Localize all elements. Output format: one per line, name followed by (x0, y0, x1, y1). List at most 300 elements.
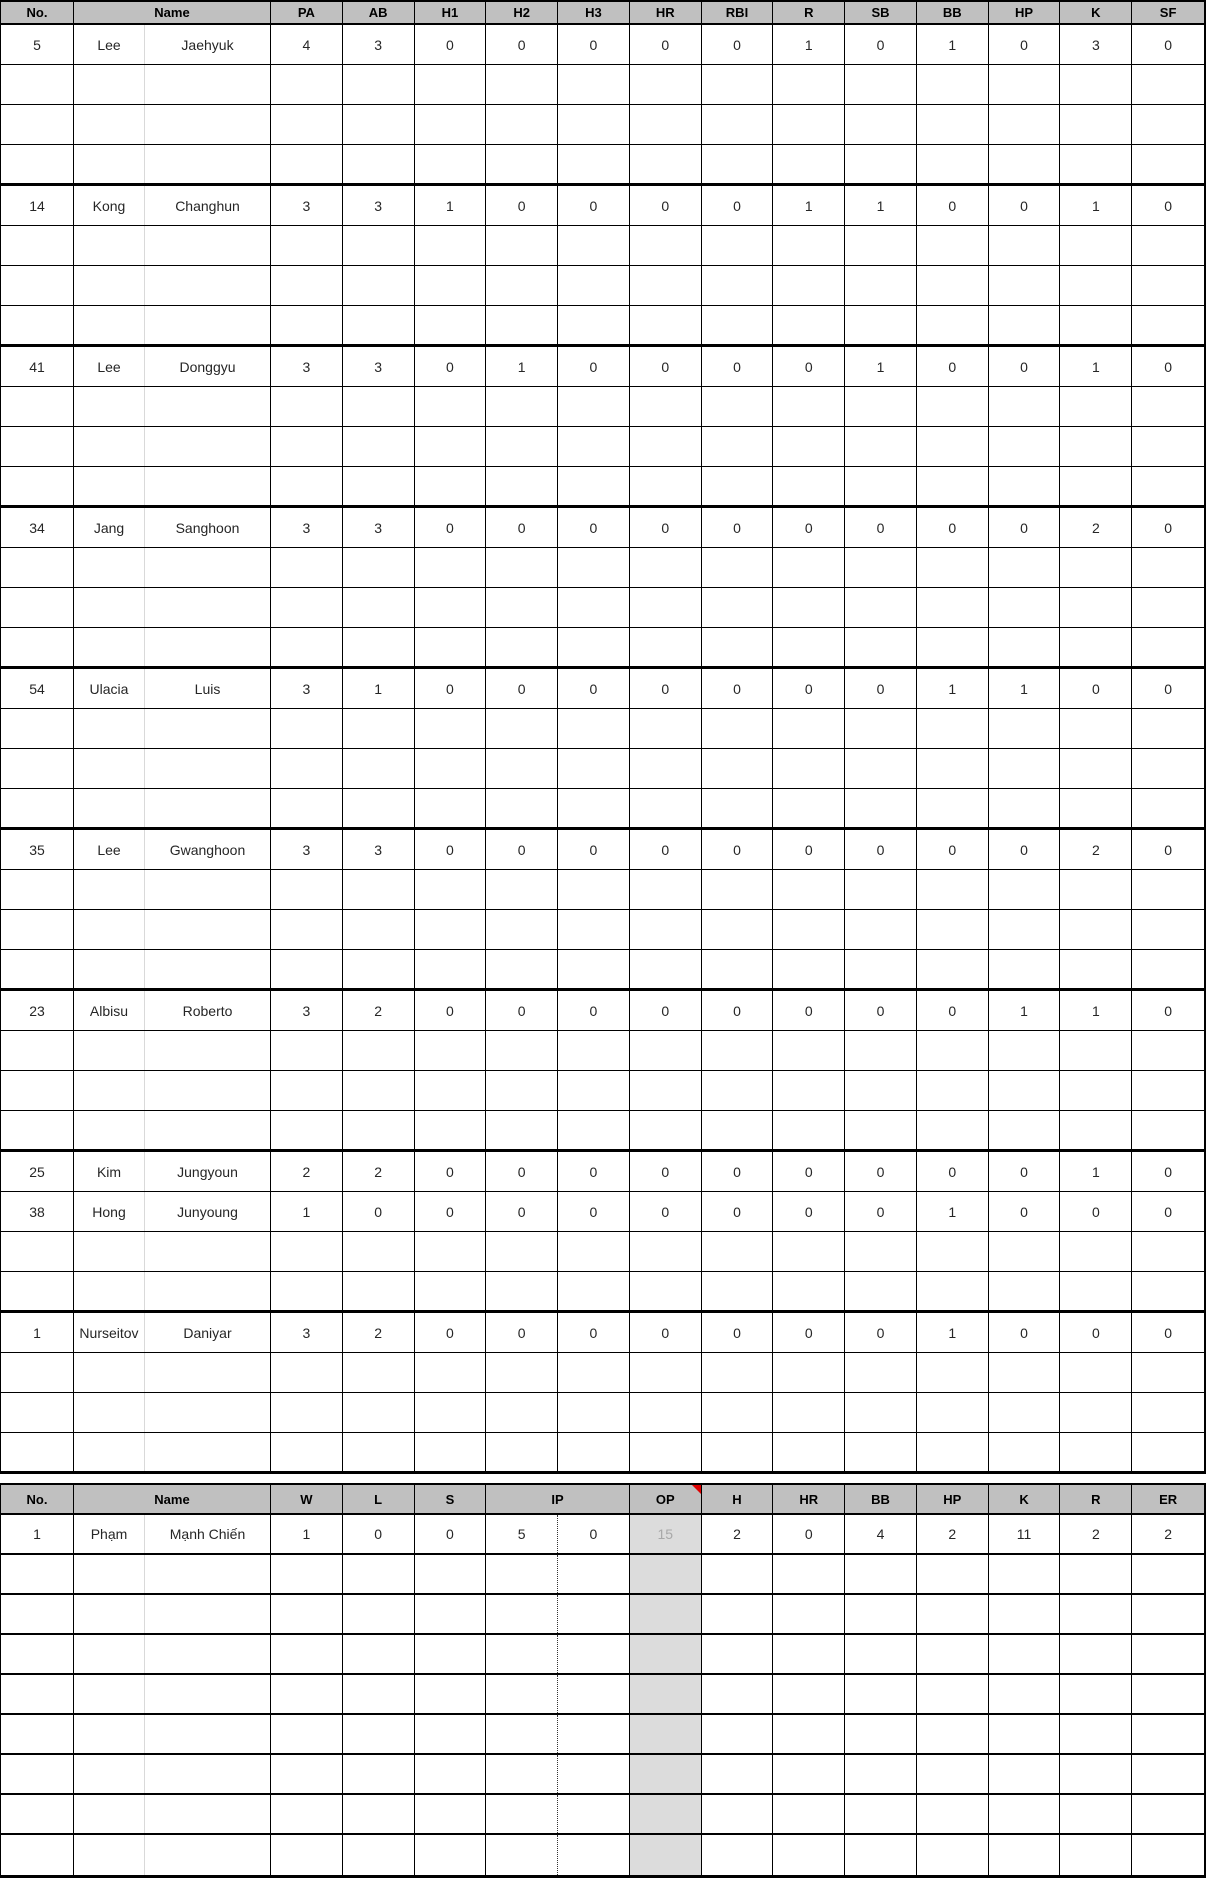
cell-sb[interactable] (845, 1111, 917, 1149)
cell-hr[interactable] (630, 1433, 702, 1471)
cell-no[interactable] (1, 870, 74, 909)
cell-given-name[interactable]: Roberto (145, 991, 271, 1030)
cell-sf[interactable] (1132, 789, 1204, 827)
cell-sf[interactable] (1132, 628, 1204, 666)
cell-er[interactable] (1132, 1635, 1204, 1673)
cell-no[interactable]: 34 (1, 508, 74, 547)
cell-sb[interactable] (845, 628, 917, 666)
cell-h1[interactable] (415, 548, 487, 587)
cell-no[interactable] (1, 950, 74, 988)
cell-no[interactable]: 41 (1, 347, 74, 386)
cell-ab[interactable] (343, 1393, 415, 1432)
cell-rbi[interactable] (702, 870, 774, 909)
cell-sf[interactable] (1132, 950, 1204, 988)
cell-pa[interactable] (271, 789, 343, 827)
cell-r[interactable]: 0 (773, 1192, 845, 1231)
cell-hr[interactable] (773, 1755, 845, 1793)
cell-h2[interactable] (486, 145, 558, 183)
cell-h2[interactable] (486, 709, 558, 748)
cell-h1[interactable]: 0 (415, 830, 487, 869)
cell-bb[interactable]: 0 (917, 830, 989, 869)
cell-bb[interactable] (917, 910, 989, 949)
cell-given-name[interactable] (145, 1595, 271, 1633)
cell-k[interactable] (1060, 105, 1132, 144)
cell-sb[interactable]: 0 (845, 25, 917, 64)
cell-hr[interactable] (773, 1555, 845, 1593)
cell-sb[interactable] (845, 950, 917, 988)
cell-sf[interactable]: 0 (1164, 841, 1172, 858)
cell-r[interactable] (773, 467, 845, 505)
cell-hr[interactable] (630, 306, 702, 344)
cell-hp[interactable] (917, 1835, 989, 1875)
cell-l[interactable] (343, 1595, 415, 1633)
cell-rbi[interactable] (702, 1071, 774, 1110)
cell-h3[interactable] (558, 1232, 630, 1271)
cell-no[interactable] (1, 1232, 74, 1271)
cell-rbi[interactable] (702, 1272, 774, 1310)
cell-h3[interactable]: 0 (558, 991, 630, 1030)
cell-bb[interactable] (917, 387, 989, 426)
cell-s[interactable] (415, 1835, 487, 1875)
cell-h2[interactable] (486, 588, 558, 627)
cell-sb[interactable] (845, 226, 917, 265)
cell-hr[interactable] (773, 1635, 845, 1673)
cell-h2[interactable] (486, 387, 558, 426)
cell-given-name[interactable] (145, 226, 271, 265)
cell-bb[interactable]: 0 (917, 508, 989, 547)
cell-ab[interactable] (343, 588, 415, 627)
cell-r[interactable] (773, 1433, 845, 1471)
cell-given-name[interactable] (145, 910, 271, 949)
cell-hr[interactable] (630, 65, 702, 104)
cell-sf[interactable] (1132, 588, 1204, 627)
cell-h3[interactable] (558, 1071, 630, 1110)
cell-sb[interactable] (845, 467, 917, 505)
cell-r[interactable]: 0 (773, 1152, 845, 1191)
cell-hr[interactable] (630, 1232, 702, 1271)
cell-w[interactable] (271, 1635, 343, 1673)
cell-hp[interactable] (989, 427, 1061, 466)
cell-bb[interactable]: 1 (917, 1192, 989, 1231)
cell-h1[interactable]: 0 (415, 669, 487, 708)
cell-bb[interactable] (845, 1635, 917, 1673)
cell-ab[interactable]: 3 (343, 508, 415, 547)
cell-family-name[interactable]: Lee (74, 347, 145, 386)
cell-given-name[interactable] (145, 1071, 271, 1110)
cell-pa[interactable]: 3 (271, 830, 343, 869)
cell-given-name[interactable] (145, 306, 271, 344)
cell-hp[interactable]: 0 (989, 25, 1061, 64)
cell-family-name[interactable] (74, 588, 145, 627)
cell-h3[interactable] (558, 910, 630, 949)
cell-hr[interactable] (630, 588, 702, 627)
cell-r[interactable]: 0 (773, 1313, 845, 1352)
cell-bb[interactable] (917, 1031, 989, 1070)
cell-bb[interactable] (917, 1232, 989, 1271)
cell-bb[interactable]: 0 (917, 1152, 989, 1191)
cell-h1[interactable] (415, 1272, 487, 1310)
cell-bb[interactable] (917, 467, 989, 505)
cell-sf[interactable] (1132, 266, 1204, 305)
cell-bb[interactable] (917, 306, 989, 344)
cell-pa[interactable] (271, 387, 343, 426)
cell-h2[interactable]: 0 (486, 1192, 558, 1231)
cell-l[interactable] (343, 1795, 415, 1833)
cell-hr[interactable]: 0 (630, 991, 702, 1030)
cell-hp[interactable] (989, 749, 1061, 788)
cell-hp[interactable] (989, 306, 1061, 344)
cell-sf[interactable]: 0 (1164, 680, 1172, 697)
cell-op[interactable] (630, 1635, 702, 1673)
cell-hp[interactable] (989, 65, 1061, 104)
cell-ab[interactable]: 3 (343, 830, 415, 869)
cell-bb[interactable] (845, 1755, 917, 1793)
cell-pa[interactable]: 3 (271, 186, 343, 225)
cell-family-name[interactable]: Ulacia (74, 669, 145, 708)
cell-pa[interactable] (271, 65, 343, 104)
cell-rbi[interactable] (702, 1353, 774, 1392)
cell-hr[interactable] (630, 467, 702, 505)
cell-h2[interactable] (486, 1393, 558, 1432)
cell-bb[interactable]: 0 (917, 991, 989, 1030)
cell-bb[interactable] (917, 105, 989, 144)
cell-k[interactable] (1060, 266, 1132, 305)
cell-given-name[interactable] (145, 1835, 271, 1875)
cell-k[interactable] (1060, 306, 1132, 344)
cell-h1[interactable] (415, 105, 487, 144)
cell-sb[interactable] (845, 749, 917, 788)
cell-k[interactable]: 2 (1060, 508, 1132, 547)
cell-given-name[interactable]: Sanghoon (145, 508, 271, 547)
cell-family-name[interactable] (74, 1433, 145, 1471)
cell-er[interactable] (1132, 1675, 1204, 1713)
cell-h1[interactable] (415, 709, 487, 748)
cell-rbi[interactable]: 0 (702, 830, 774, 869)
cell-h1[interactable] (415, 65, 487, 104)
cell-ab[interactable] (343, 1071, 415, 1110)
cell-h1[interactable]: 1 (415, 186, 487, 225)
cell-given-name[interactable] (145, 548, 271, 587)
cell-r[interactable] (1060, 1635, 1132, 1673)
cell-hp[interactable] (917, 1795, 989, 1833)
cell-h2[interactable]: 0 (486, 669, 558, 708)
cell-h3[interactable] (558, 306, 630, 344)
cell-ab[interactable] (343, 226, 415, 265)
cell-hp[interactable] (917, 1755, 989, 1793)
cell-bb[interactable] (917, 427, 989, 466)
cell-h1[interactable] (415, 870, 487, 909)
cell-k[interactable]: 0 (1060, 1313, 1132, 1352)
cell-h2[interactable]: 0 (486, 1313, 558, 1352)
cell-bb[interactable] (917, 266, 989, 305)
cell-pa[interactable]: 3 (271, 669, 343, 708)
cell-given-name[interactable] (145, 145, 271, 183)
cell-family-name[interactable] (74, 266, 145, 305)
cell-op[interactable] (630, 1675, 702, 1713)
cell-given-name[interactable] (145, 588, 271, 627)
cell-h3[interactable] (558, 709, 630, 748)
cell-no[interactable]: 25 (1, 1152, 74, 1191)
cell-given-name[interactable] (145, 1555, 271, 1593)
cell-k[interactable] (1060, 427, 1132, 466)
cell-no[interactable] (1, 588, 74, 627)
cell-hp[interactable]: 0 (989, 1192, 1061, 1231)
cell-bb[interactable]: 0 (917, 186, 989, 225)
cell-er[interactable] (1132, 1795, 1204, 1833)
cell-hp[interactable] (917, 1675, 989, 1713)
cell-family-name[interactable] (74, 628, 145, 666)
cell-h2[interactable]: 0 (486, 186, 558, 225)
cell-h1[interactable] (415, 1232, 487, 1271)
cell-no[interactable]: 23 (1, 991, 74, 1030)
cell-er[interactable] (1132, 1555, 1204, 1593)
cell-hp[interactable] (989, 1031, 1061, 1070)
cell-h1[interactable] (415, 1393, 487, 1432)
cell-hr[interactable]: 0 (630, 186, 702, 225)
cell-hr[interactable]: 0 (630, 508, 702, 547)
cell-ip-outs[interactable] (558, 1555, 630, 1593)
cell-hp[interactable] (917, 1595, 989, 1633)
cell-h1[interactable]: 0 (415, 1313, 487, 1352)
cell-hp[interactable]: 1 (989, 991, 1061, 1030)
cell-r[interactable]: 0 (773, 991, 845, 1030)
cell-h3[interactable]: 0 (558, 347, 630, 386)
cell-sf[interactable] (1132, 709, 1204, 748)
cell-hp[interactable]: 0 (989, 1152, 1061, 1191)
cell-op[interactable] (630, 1595, 702, 1633)
cell-rbi[interactable] (702, 1111, 774, 1149)
cell-pa[interactable] (271, 1111, 343, 1149)
cell-k[interactable] (1060, 1232, 1132, 1271)
cell-hp[interactable] (989, 1433, 1061, 1471)
cell-h1[interactable] (415, 789, 487, 827)
cell-no[interactable] (1, 1835, 74, 1875)
cell-hp[interactable] (989, 1232, 1061, 1271)
cell-h3[interactable] (558, 226, 630, 265)
cell-rbi[interactable] (702, 548, 774, 587)
cell-op[interactable] (630, 1795, 702, 1833)
cell-family-name[interactable] (74, 1031, 145, 1070)
cell-ab[interactable] (343, 910, 415, 949)
cell-sf[interactable] (1132, 749, 1204, 788)
cell-rbi[interactable] (702, 306, 774, 344)
cell-ip-innings[interactable] (486, 1555, 558, 1593)
cell-no[interactable]: 35 (1, 830, 74, 869)
cell-ab[interactable] (343, 266, 415, 305)
cell-no[interactable] (1, 548, 74, 587)
cell-sb[interactable] (845, 1272, 917, 1310)
cell-given-name[interactable] (145, 1031, 271, 1070)
cell-hp[interactable] (989, 1393, 1061, 1432)
cell-h2[interactable]: 1 (486, 347, 558, 386)
cell-k[interactable] (1060, 1031, 1132, 1070)
cell-no[interactable] (1, 1755, 74, 1793)
cell-hp[interactable] (989, 266, 1061, 305)
cell-l[interactable] (343, 1635, 415, 1673)
cell-hr[interactable] (630, 1031, 702, 1070)
cell-r[interactable] (773, 1353, 845, 1392)
cell-k[interactable] (989, 1635, 1061, 1673)
cell-ab[interactable]: 1 (343, 669, 415, 708)
cell-r[interactable] (773, 1393, 845, 1432)
cell-ip-outs[interactable] (558, 1675, 630, 1713)
cell-family-name[interactable] (74, 1393, 145, 1432)
cell-hr[interactable]: 0 (630, 669, 702, 708)
cell-hp[interactable]: 0 (989, 1313, 1061, 1352)
cell-pa[interactable]: 1 (271, 1192, 343, 1231)
cell-bb[interactable] (917, 1071, 989, 1110)
cell-sb[interactable] (845, 1353, 917, 1392)
cell-given-name[interactable]: Jungyoun (145, 1152, 271, 1191)
cell-family-name[interactable]: Lee (74, 830, 145, 869)
cell-rbi[interactable] (702, 910, 774, 949)
cell-hr[interactable] (630, 1393, 702, 1432)
cell-hp[interactable] (989, 387, 1061, 426)
cell-bb[interactable] (845, 1555, 917, 1593)
cell-sf[interactable]: 0 (1164, 36, 1172, 53)
cell-h2[interactable] (486, 1353, 558, 1392)
cell-l[interactable] (343, 1715, 415, 1753)
cell-k[interactable] (989, 1555, 1061, 1593)
cell-k[interactable] (989, 1715, 1061, 1753)
cell-r[interactable]: 1 (773, 25, 845, 64)
cell-family-name[interactable]: Nurseitov (74, 1313, 145, 1352)
cell-sb[interactable]: 0 (845, 1152, 917, 1191)
cell-hp[interactable] (989, 467, 1061, 505)
cell-no[interactable]: 54 (1, 669, 74, 708)
cell-given-name[interactable] (145, 1675, 271, 1713)
cell-ab[interactable]: 3 (343, 186, 415, 225)
cell-op[interactable]: 15 (630, 1515, 702, 1553)
cell-k[interactable] (1060, 387, 1132, 426)
cell-given-name[interactable] (145, 266, 271, 305)
cell-ab[interactable] (343, 145, 415, 183)
cell-no[interactable] (1, 1555, 74, 1593)
cell-h1[interactable] (415, 910, 487, 949)
cell-pa[interactable]: 3 (271, 991, 343, 1030)
cell-sf[interactable] (1132, 1031, 1204, 1070)
cell-rbi[interactable]: 0 (702, 1192, 774, 1231)
cell-h3[interactable]: 0 (558, 25, 630, 64)
cell-hr[interactable]: 0 (773, 1515, 845, 1553)
cell-hp[interactable] (989, 1272, 1061, 1310)
cell-k[interactable] (1060, 467, 1132, 505)
cell-hr[interactable] (630, 1111, 702, 1149)
cell-ab[interactable] (343, 1232, 415, 1271)
cell-family-name[interactable] (74, 1595, 145, 1633)
cell-hp[interactable] (989, 1071, 1061, 1110)
cell-given-name[interactable] (145, 427, 271, 466)
cell-h[interactable]: 2 (702, 1515, 774, 1553)
cell-w[interactable] (271, 1555, 343, 1593)
cell-pa[interactable] (271, 145, 343, 183)
cell-h3[interactable] (558, 1433, 630, 1471)
cell-no[interactable] (1, 1353, 74, 1392)
cell-pa[interactable]: 3 (271, 1313, 343, 1352)
cell-bb[interactable] (917, 749, 989, 788)
cell-bb[interactable] (917, 1353, 989, 1392)
cell-er[interactable] (1132, 1835, 1204, 1875)
cell-ip-innings[interactable] (486, 1715, 558, 1753)
cell-h[interactable] (702, 1755, 774, 1793)
cell-h3[interactable] (558, 1393, 630, 1432)
cell-sf[interactable] (1132, 65, 1204, 104)
cell-h1[interactable] (415, 1353, 487, 1392)
cell-sf[interactable] (1132, 910, 1204, 949)
cell-h1[interactable] (415, 387, 487, 426)
cell-ab[interactable] (343, 387, 415, 426)
cell-given-name[interactable] (145, 1715, 271, 1753)
cell-family-name[interactable] (74, 1755, 145, 1793)
cell-k[interactable] (989, 1835, 1061, 1875)
cell-family-name[interactable] (74, 65, 145, 104)
cell-w[interactable] (271, 1715, 343, 1753)
cell-sb[interactable]: 0 (845, 508, 917, 547)
cell-given-name[interactable] (145, 1755, 271, 1793)
cell-family-name[interactable] (74, 467, 145, 505)
cell-h3[interactable] (558, 749, 630, 788)
cell-no[interactable] (1, 467, 74, 505)
cell-family-name[interactable]: Kim (74, 1152, 145, 1191)
cell-hr[interactable]: 0 (630, 25, 702, 64)
cell-family-name[interactable] (74, 1071, 145, 1110)
cell-hr[interactable] (630, 789, 702, 827)
cell-ip-innings[interactable] (486, 1755, 558, 1793)
cell-family-name[interactable]: Hong (74, 1192, 145, 1231)
cell-r[interactable] (773, 266, 845, 305)
cell-family-name[interactable] (74, 910, 145, 949)
cell-ab[interactable]: 2 (343, 1152, 415, 1191)
cell-bb[interactable] (845, 1595, 917, 1633)
cell-h3[interactable]: 0 (558, 1313, 630, 1352)
cell-pa[interactable] (271, 427, 343, 466)
cell-ip-outs[interactable] (558, 1635, 630, 1673)
cell-pa[interactable] (271, 1232, 343, 1271)
cell-bb[interactable] (845, 1715, 917, 1753)
cell-l[interactable]: 0 (343, 1515, 415, 1553)
cell-bb[interactable] (917, 588, 989, 627)
cell-sf[interactable]: 0 (1164, 519, 1172, 536)
cell-s[interactable] (415, 1715, 487, 1753)
cell-r[interactable] (1060, 1715, 1132, 1753)
cell-pa[interactable] (271, 588, 343, 627)
cell-no[interactable] (1, 1675, 74, 1713)
cell-bb[interactable]: 1 (917, 25, 989, 64)
cell-r[interactable] (773, 105, 845, 144)
cell-h3[interactable] (558, 548, 630, 587)
cell-family-name[interactable]: Jang (74, 508, 145, 547)
cell-sb[interactable] (845, 709, 917, 748)
cell-ab[interactable] (343, 950, 415, 988)
cell-no[interactable] (1, 910, 74, 949)
cell-k[interactable]: 2 (1060, 830, 1132, 869)
cell-bb[interactable] (917, 1111, 989, 1149)
cell-given-name[interactable] (145, 628, 271, 666)
cell-h1[interactable] (415, 628, 487, 666)
cell-k[interactable]: 1 (1060, 1152, 1132, 1191)
cell-pa[interactable] (271, 226, 343, 265)
cell-h2[interactable]: 0 (486, 991, 558, 1030)
cell-hr[interactable] (630, 870, 702, 909)
cell-rbi[interactable]: 0 (702, 991, 774, 1030)
cell-h2[interactable]: 0 (486, 1152, 558, 1191)
cell-hp[interactable] (989, 226, 1061, 265)
cell-h2[interactable] (486, 266, 558, 305)
cell-no[interactable] (1, 105, 74, 144)
cell-hp[interactable] (989, 709, 1061, 748)
cell-r[interactable]: 0 (773, 669, 845, 708)
cell-h[interactable] (702, 1795, 774, 1833)
